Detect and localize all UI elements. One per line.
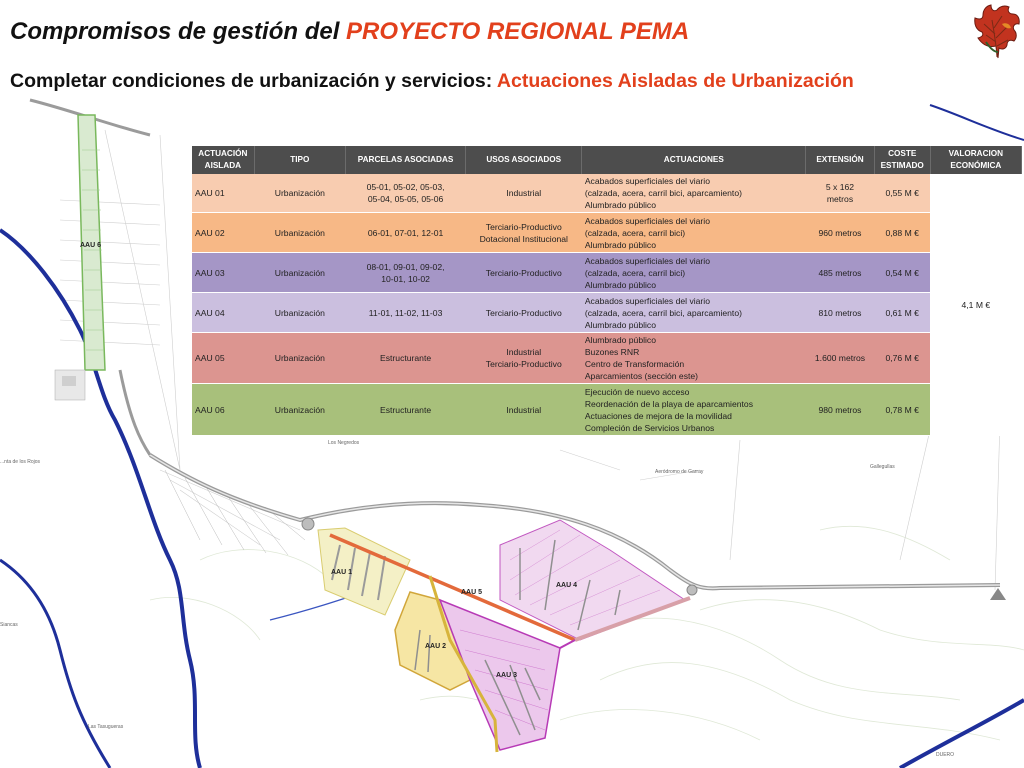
extension-cell: 1.600 metros bbox=[806, 333, 874, 384]
map-label-aau1: AAU 1 bbox=[331, 569, 353, 576]
title-prefix: Compromisos de gestión del bbox=[10, 18, 347, 45]
aau-id-cell: AAU 04 bbox=[192, 293, 254, 333]
actuaciones-cell: Alumbrado público Buzones RNR Centro de Transformación Aparcamientos (sección este) bbox=[582, 333, 806, 384]
parcelas-cell: Estructurante bbox=[345, 384, 465, 436]
map-label-aau4: AAU 4 bbox=[556, 582, 578, 589]
aau-id-cell: AAU 02 bbox=[192, 213, 254, 253]
actuaciones-cell: Acabados superficiales del viario (calzada, acera, carril bici) Alumbrado público bbox=[582, 213, 806, 253]
table-header-row bbox=[192, 146, 1022, 174]
extension-cell: 5 x 162 metros bbox=[806, 174, 874, 213]
actuaciones-cell: Acabados superficiales del viario (calzada, acera, carril bici, aparcamiento) Alumbrado público bbox=[582, 293, 806, 333]
column-header: EXTENSIÓN bbox=[806, 146, 874, 174]
extension-cell: 960 metros bbox=[806, 213, 874, 253]
place-label-rojos: ...nta de los Rojos bbox=[0, 459, 41, 465]
place-label-duero: DUERO bbox=[936, 752, 955, 758]
parcelas-cell: 11-01, 11-02, 11-03 bbox=[345, 293, 465, 333]
map-label-aau5: AAU 5 bbox=[461, 589, 483, 596]
parcelas-cell: 08-01, 09-01, 09-02, 10-01, 10-02 bbox=[345, 253, 465, 293]
coste-cell: 0,78 M € bbox=[874, 384, 930, 436]
tipo-cell: Urbanización bbox=[254, 333, 345, 384]
column-header: PARCELAS ASOCIADAS bbox=[345, 146, 465, 174]
oak-leaf-icon bbox=[972, 2, 1022, 62]
coste-cell: 0,88 M € bbox=[874, 213, 930, 253]
valoracion-total-cell: 4,1 M € bbox=[930, 174, 1021, 436]
column-header: VALORACION ECONÓMICA bbox=[930, 146, 1021, 174]
table-row bbox=[192, 174, 1022, 213]
coste-cell: 0,55 M € bbox=[874, 174, 930, 213]
usos-cell: Industrial Terciario-Productivo bbox=[466, 333, 582, 384]
table-row bbox=[192, 293, 1022, 333]
tipo-cell: Urbanización bbox=[254, 384, 345, 436]
aau-id-cell: AAU 01 bbox=[192, 174, 254, 213]
aau-table bbox=[192, 146, 1022, 436]
aau-id-cell: AAU 05 bbox=[192, 333, 254, 384]
table-row bbox=[192, 253, 1022, 293]
tipo-cell: Urbanización bbox=[254, 293, 345, 333]
column-header: USOS ASOCIADOS bbox=[466, 146, 582, 174]
extension-cell: 980 metros bbox=[806, 384, 874, 436]
aau-id-cell: AAU 06 bbox=[192, 384, 254, 436]
tipo-cell: Urbanización bbox=[254, 253, 345, 293]
parcelas-cell: Estructurante bbox=[345, 333, 465, 384]
usos-cell: Terciario-Productivo Dotacional Institucional bbox=[466, 213, 582, 253]
actuaciones-cell: Ejecución de nuevo acceso Reordenación de la playa de aparcamientos Actuaciones de mejora de la movilidad Compleción de Servicios Urbanos bbox=[582, 384, 806, 436]
tipo-cell: Urbanización bbox=[254, 174, 345, 213]
usos-cell: Terciario-Productivo bbox=[466, 293, 582, 333]
column-header: COSTE ESTIMADO bbox=[874, 146, 930, 174]
map-label-aau2: AAU 2 bbox=[425, 643, 447, 650]
coste-cell: 0,76 M € bbox=[874, 333, 930, 384]
map-label-aau6: AAU 6 bbox=[80, 242, 102, 249]
place-label-negredos: Los Negredos bbox=[328, 440, 360, 446]
column-header: TIPO bbox=[254, 146, 345, 174]
usos-cell: Industrial bbox=[466, 174, 582, 213]
map-label-aau3: AAU 3 bbox=[496, 672, 518, 679]
usos-cell: Industrial bbox=[466, 384, 582, 436]
place-label-siancas: Siancas bbox=[0, 622, 18, 628]
parcelas-cell: 05-01, 05-02, 05-03, 05-04, 05-05, 05-06 bbox=[345, 174, 465, 213]
table-row bbox=[192, 384, 1022, 436]
aau-id-cell: AAU 03 bbox=[192, 253, 254, 293]
page-subtitle bbox=[10, 70, 854, 93]
usos-cell: Terciario-Productivo bbox=[466, 253, 582, 293]
place-label-gallegullas: Gallegullas bbox=[870, 464, 895, 470]
table-row bbox=[192, 333, 1022, 384]
title-accent: PROYECTO REGIONAL PEMA bbox=[346, 18, 690, 45]
place-label-tasugueras: Las Tasugueras bbox=[88, 724, 124, 730]
tipo-cell: Urbanización bbox=[254, 213, 345, 253]
coste-cell: 0,61 M € bbox=[874, 293, 930, 333]
extension-cell: 810 metros bbox=[806, 293, 874, 333]
actuaciones-cell: Acabados superficiales del viario (calzada, acera, carril bici) Alumbrado público bbox=[582, 253, 806, 293]
column-header: ACTUACIONES bbox=[582, 146, 806, 174]
subtitle-prefix: Completar condiciones de urbanización y servicios: bbox=[10, 70, 497, 92]
extension-cell: 485 metros bbox=[806, 253, 874, 293]
coste-cell: 0,54 M € bbox=[874, 253, 930, 293]
actuaciones-cell: Acabados superficiales del viario (calzada, acera, carril bici, aparcamiento) Alumbrado público bbox=[582, 174, 806, 213]
subtitle-accent: Actuaciones Aisladas de Urbanización bbox=[496, 70, 854, 92]
page-title bbox=[10, 18, 689, 46]
table-row bbox=[192, 213, 1022, 253]
column-header: ACTUACIÓN AISLADA bbox=[192, 146, 254, 174]
place-label-aerodromo: Aeródromo de Garray bbox=[655, 469, 704, 475]
parcelas-cell: 06-01, 07-01, 12-01 bbox=[345, 213, 465, 253]
